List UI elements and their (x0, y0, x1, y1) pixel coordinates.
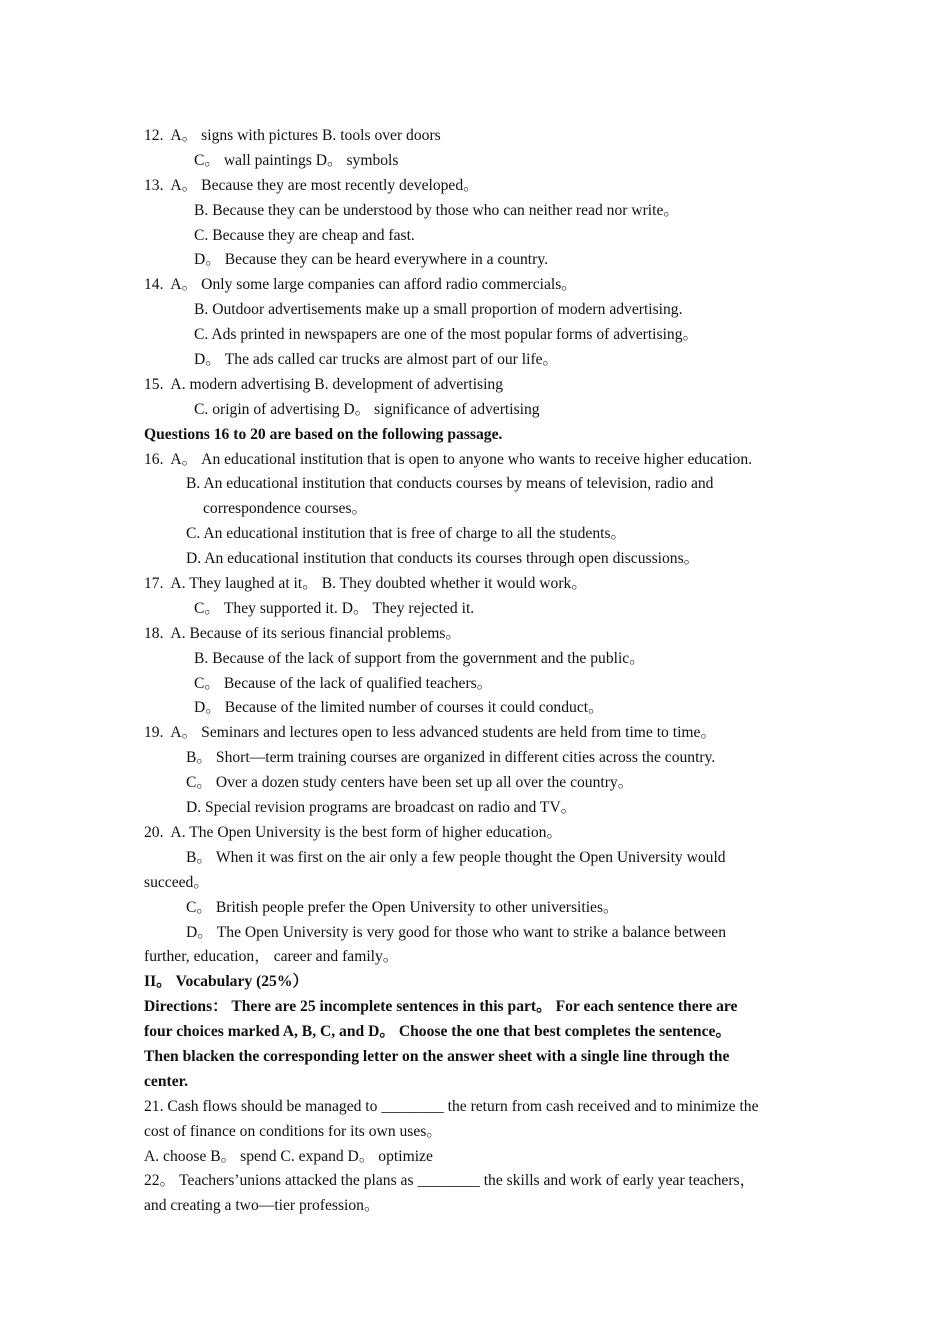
text-line: C。 Because of the lack of qualified teachers。 (194, 674, 493, 692)
text-line: cost of finance on conditions for its own uses。 (144, 1122, 442, 1140)
text-line: C. Ads printed in newspapers are one of the most popular forms of advertising。 (194, 326, 699, 344)
text-line: C。 wall paintings D。 symbols (194, 151, 399, 169)
text-line: C。 British people prefer the Open University to other universities。 (186, 898, 619, 916)
text-line: B. An educational institution that conducts courses by means of television, radio and (186, 475, 714, 493)
text-line: 16. A。 An educational institution that is open to anyone who wants to receive higher education. (144, 450, 753, 468)
text-line: 19. A。 Seminars and lectures open to less advanced students are held from time to time。 (144, 724, 717, 742)
heading-line: Then blacken the corresponding letter on the answer sheet with a single line through the (144, 1047, 730, 1065)
text-line: B。 When it was first on the air only a few people thought the Open University would (186, 848, 726, 866)
text-line: D。 The Open University is very good for those who want to strike a balance between (186, 923, 727, 941)
heading-line: four choices marked A, B, C, and D。 Choose the one that best completes the sentence。 (144, 1023, 732, 1041)
text-line: 21. Cash flows should be managed to ________ the return from cash received and to minimize the (144, 1097, 759, 1115)
text-line: succeed。 (144, 873, 209, 891)
text-line: 12. A。 signs with pictures B. tools over doors (144, 127, 441, 144)
text-line: D。 Because of the limited number of courses it could conduct。 (194, 699, 604, 717)
heading-line: center. (144, 1072, 189, 1090)
text-line: correspondence courses。 (203, 500, 368, 518)
text-line: C. An educational institution that is free of charge to all the students。 (186, 525, 627, 543)
text-line: B. Because of the lack of support from the government and the public。 (194, 649, 645, 667)
text-line: C。 They supported it. D。 They rejected it. (194, 599, 475, 617)
text-line: B. Because they can be understood by those who can neither read nor write。 (194, 201, 679, 219)
heading-line: II。 Vocabulary (25%） (144, 973, 309, 991)
text-line: C。 Over a dozen study centers have been set up all over the country。 (186, 774, 634, 792)
text-line: D. Special revision programs are broadcast on radio and TV。 (186, 799, 577, 817)
heading-line: Directions： There are 25 incomplete sentences in this part。 For each sentence there are (144, 998, 738, 1016)
text-line: C. Because they are cheap and fast. (194, 226, 415, 244)
text-line: 22。 Teachers’unions attacked the plans as ________ the skills and work of early year teachers， (144, 1172, 756, 1190)
heading-line: Questions 16 to 20 are based on the following passage. (144, 425, 503, 443)
text-line: and creating a two—tier profession。 (144, 1197, 380, 1215)
text-line: D. An educational institution that conducts its courses through open discussions。 (186, 550, 700, 568)
text-line: 18. A. Because of its serious financial problems。 (144, 624, 462, 642)
text-line: 14. A。 Only some large companies can afford radio commercials。 (144, 276, 577, 294)
text-line: C. origin of advertising D。 significance of advertising (194, 400, 540, 418)
text-line: A. choose B。 spend C. expand D。 optimize (144, 1147, 433, 1165)
text-line: further, education， career and family。 (144, 948, 399, 966)
text-line: 20. A. The Open University is the best form of higher education。 (144, 823, 563, 841)
text-line: 15. A. modern advertising B. development of advertising (144, 375, 504, 393)
text-line: 13. A。 Because they are most recently developed。 (144, 176, 479, 194)
text-line: B。 Short—term training courses are organized in different cities across the country. (186, 749, 716, 767)
text-line: 17. A. They laughed at it。 B. They doubted whether it would work。 (144, 575, 587, 593)
text-line: D。 The ads called car trucks are almost part of our life。 (194, 351, 559, 369)
text-line: B. Outdoor advertisements make up a small proportion of modern advertising. (194, 301, 683, 319)
document-page (144, 124, 814, 1219)
text-line: D。 Because they can be heard everywhere in a country. (194, 251, 549, 269)
